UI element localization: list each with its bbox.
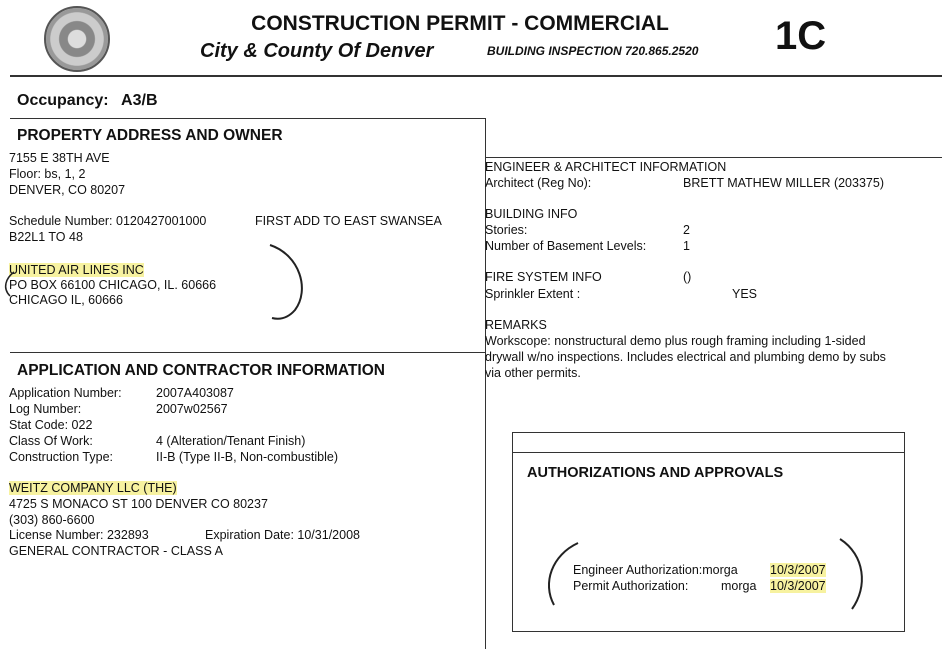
property-box-top <box>10 118 485 119</box>
basement-value: 1 <box>683 239 690 253</box>
occupancy <box>17 92 158 110</box>
stories-value: 2 <box>683 223 690 237</box>
app-field-2-label: Log Number: <box>9 402 82 416</box>
document-subtitle: City & County Of Denver <box>200 40 434 62</box>
license-number: License Number: 232893 <box>9 528 149 542</box>
owner-po-box: PO BOX 66100 CHICAGO, IL. 60666 <box>9 278 217 292</box>
app-field-4-value: 4 (Alteration/Tenant Finish) <box>156 434 306 448</box>
architect-label: Architect (Reg No): <box>485 176 592 190</box>
handwritten-parentheses-icon <box>540 535 875 615</box>
remarks-line-1: Workscope: nonstructural demo plus rough framing including 1-sided <box>485 334 866 348</box>
app-field-5-value: II-B (Type II-B, Non-combustible) <box>156 450 339 464</box>
authorizations-heading: AUTHORIZATIONS AND APPROVALS <box>527 465 784 481</box>
sprinkler-value: YES <box>732 287 758 301</box>
application-box-top <box>10 352 485 353</box>
app-field-4-label: Class Of Work: <box>9 434 93 448</box>
engineer-auth-date-highlight: 10/3/2007 <box>770 563 826 577</box>
building-heading: BUILDING INFO <box>485 207 578 221</box>
expiration-date: Expiration Date: 10/31/2008 <box>205 528 360 542</box>
column-divider <box>485 118 486 649</box>
permit-auth-by: morga <box>721 579 757 593</box>
architect-value: BRETT MATHEW MILLER (203375) <box>683 176 884 190</box>
app-field-1-value: 2007A403087 <box>156 386 234 400</box>
property-city: DENVER, CO 80207 <box>9 183 126 197</box>
contractor-address: 4725 S MONACO ST 100 DENVER CO 80237 <box>9 497 268 511</box>
contractor-name <box>9 480 177 496</box>
remarks-line-2: drywall w/no inspections. Includes electrical and plumbing demo by subs <box>485 350 886 364</box>
app-field-2-value: 2007w02567 <box>156 402 228 416</box>
form-code: 1C <box>775 14 827 58</box>
app-field-3-label: Stat Code: 022 <box>9 418 93 432</box>
contractor-phone: (303) 860-6600 <box>9 513 95 527</box>
sprinkler-label: Sprinkler Extent : <box>485 287 581 301</box>
stories-label: Stories: <box>485 223 528 237</box>
remarks-line-3: via other permits. <box>485 366 581 380</box>
engineer-box-top <box>485 157 942 158</box>
contractor-name-highlight: WEITZ COMPANY LLC (THE) <box>9 481 177 495</box>
fire-heading-value: () <box>683 270 692 284</box>
occupancy-value: A3/B <box>121 92 158 109</box>
permit-auth-date-highlight: 10/3/2007 <box>770 579 826 593</box>
application-heading: APPLICATION AND CONTRACTOR INFORMATION <box>17 362 385 379</box>
engineer-heading: ENGINEER & ARCHITECT INFORMATION <box>485 160 727 174</box>
basement-label: Number of Basement Levels: <box>485 239 647 253</box>
contractor-class: GENERAL CONTRACTOR - CLASS A <box>9 544 223 558</box>
property-floor: Floor: bs, 1, 2 <box>9 167 86 181</box>
schedule-number: Schedule Number: 0120427001000 <box>9 214 207 228</box>
document-title: CONSTRUCTION PERMIT - COMMERCIAL <box>251 12 669 35</box>
inspection-phone: BUILDING INSPECTION 720.865.2520 <box>487 44 699 58</box>
header-divider <box>10 75 942 77</box>
owner-city: CHICAGO IL, 60666 <box>9 293 123 307</box>
app-field-5-label: Construction Type: <box>9 450 113 464</box>
property-address: 7155 E 38TH AVE <box>9 151 110 165</box>
handwritten-bracket-icon <box>0 240 320 325</box>
subdivision: FIRST ADD TO EAST SWANSEA <box>255 214 442 228</box>
app-field-1-label: Application Number: <box>9 386 122 400</box>
property-heading: PROPERTY ADDRESS AND OWNER <box>17 127 283 144</box>
owner-name-highlight: UNITED AIR LINES INC <box>9 263 144 277</box>
permit-auth-label: Permit Authorization: <box>573 579 689 593</box>
authorizations-divider <box>512 452 905 453</box>
engineer-auth-label: Engineer Authorization:morga <box>573 563 738 577</box>
remarks-heading: REMARKS <box>485 318 547 332</box>
fire-heading: FIRE SYSTEM INFO <box>485 270 602 284</box>
occupancy-label: Occupancy: <box>17 92 109 109</box>
block-lot: B22L1 TO 48 <box>9 230 83 244</box>
